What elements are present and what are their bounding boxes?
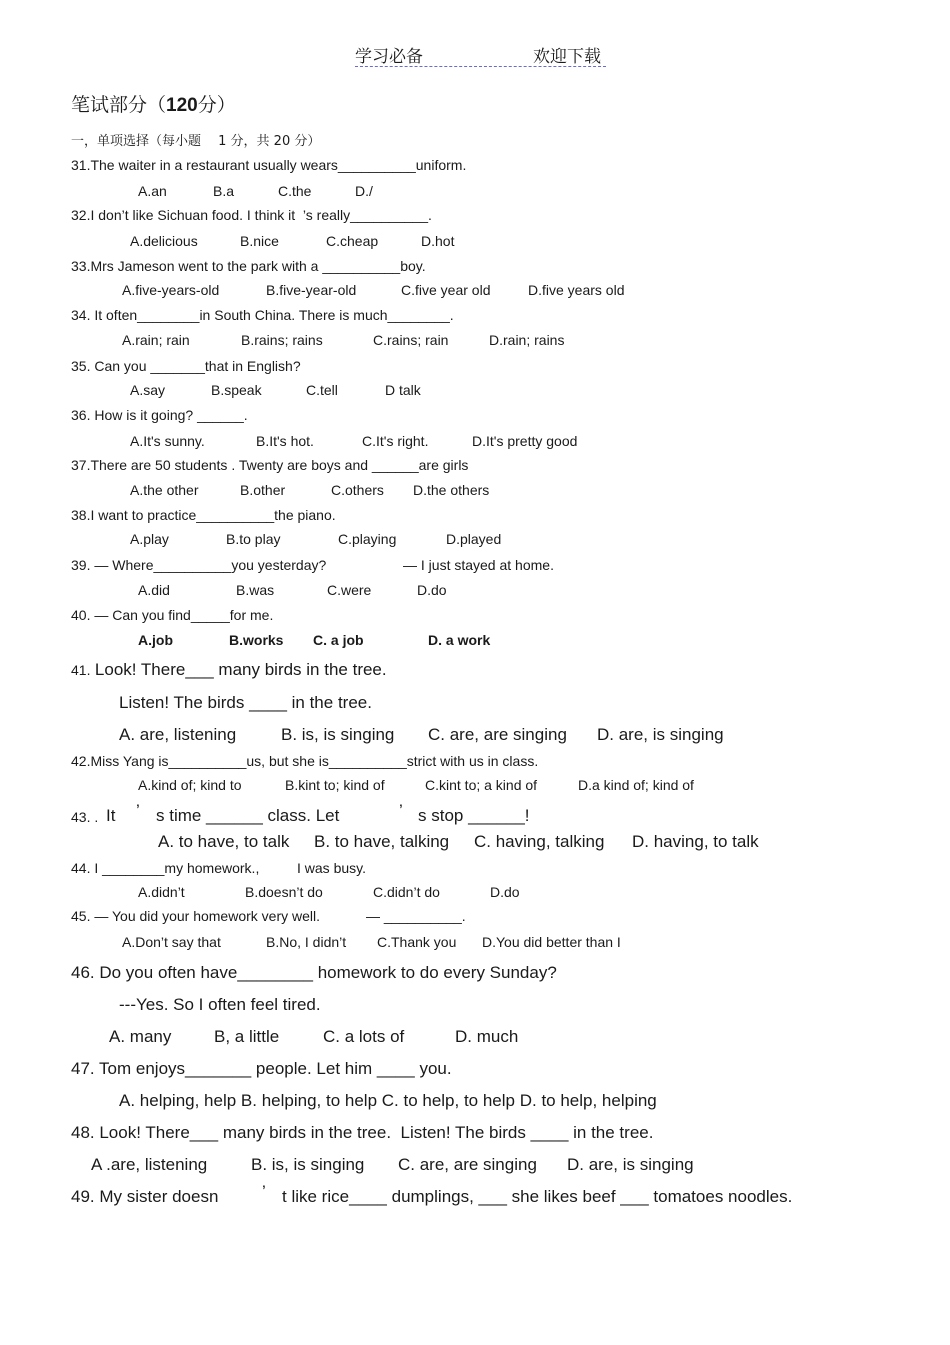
question-36-stem: 36. How is it going? ______. — [71, 407, 248, 423]
q48-option-a: A .are, listening — [91, 1155, 208, 1174]
q49-text-1: 49. My sister doesn — [71, 1187, 219, 1206]
q34-option-b: B.rains; rains — [241, 332, 323, 348]
q34-option-c: C.rains; rain — [373, 332, 449, 348]
question-44-note: I was busy. — [297, 860, 366, 876]
q48-option-c: C. are, are singing — [398, 1155, 537, 1174]
q43-option-c: C. having, talking — [474, 832, 605, 851]
q39-option-b: B.was — [236, 582, 275, 598]
q43-text-1: It — [106, 806, 116, 825]
question-45-reply: — __________. — [366, 908, 466, 924]
q43-number: 43. . — [71, 809, 99, 825]
q39-option-a: A.did — [138, 582, 170, 598]
q41-option-d: D. are, is singing — [597, 725, 724, 744]
q33-option-d: D.five years old — [528, 282, 625, 298]
section-title-prefix: 笔试部分（ — [71, 94, 167, 116]
question-33-stem: 33.Mrs Jameson went to the park with a __________boy. — [71, 258, 426, 274]
question-46-reply: ---Yes. So I often feel tired. — [119, 995, 321, 1014]
q43-text-3: s stop ______! — [418, 806, 530, 825]
q38-option-b: B.to play — [226, 531, 281, 547]
q46-option-b: B, a little — [214, 1027, 280, 1046]
instructions: 一，单项选择（每小题 1 分，共 20 分） — [71, 134, 321, 149]
q42-option-d: D.a kind of; kind of — [578, 777, 694, 793]
q40-option-a: A.job — [138, 632, 173, 648]
q45-option-b: B.No, I didn’t — [266, 934, 347, 950]
section-title — [71, 90, 236, 117]
q38-option-a: A.play — [130, 531, 169, 547]
q43-option-d: D. having, to talk — [632, 832, 759, 851]
question-32-stem: 32.I don’t like Sichuan food. I think it ’s really__________. — [71, 207, 432, 223]
q46-option-c: C. a lots of — [323, 1027, 405, 1046]
q43-option-b: B. to have, talking — [314, 832, 450, 851]
q49-text-2: t like rice____ dumplings, ___ she likes beef ___ tomatoes noodles. — [282, 1187, 793, 1206]
question-35-stem: 35. Can you _______that in English? — [71, 358, 301, 374]
q31-option-b: B.a — [213, 183, 235, 199]
page-header — [355, 40, 606, 67]
q43-apostrophe-2: ’ — [399, 801, 403, 820]
q38-option-d: D.played — [446, 531, 502, 547]
q48-option-d: D. are, is singing — [567, 1155, 694, 1174]
q45-option-a: A.Don’t say that — [122, 934, 221, 950]
q46-option-a: A. many — [109, 1027, 172, 1046]
q38-option-c: C.playing — [338, 531, 397, 547]
question-37-stem: 37.There are 50 students . Twenty are boys and ______are girls — [71, 457, 469, 473]
q43-text-2: s time ______ class. Let — [156, 806, 340, 825]
question-39-stem: 39. — Where__________you yesterday? — [71, 557, 327, 573]
q37-option-b: B.other — [240, 482, 286, 498]
q41-option-c: C. are, are singing — [428, 725, 567, 744]
section-score: 120 — [166, 95, 198, 116]
q43-apostrophe-1: ’ — [136, 801, 140, 820]
question-38-stem: 38.I want to practice__________the piano. — [71, 507, 336, 523]
question-48-stem: 48. Look! There___ many birds in the tree. Listen! The birds ____ in the tree. — [71, 1123, 654, 1142]
q36-option-a: A.It's sunny. — [130, 433, 205, 449]
q32-option-d: D.hot — [421, 233, 455, 249]
question-47-stem: 47. Tom enjoys_______ people. Let him ____ you. — [71, 1059, 452, 1078]
q33-option-b: B.five-year-old — [266, 282, 357, 298]
q42-option-b: B.kint to; kind of — [285, 777, 385, 793]
question-34-stem: 34. It often________in South China. There is much________. — [71, 307, 454, 323]
q49-apostrophe: ’ — [262, 1182, 266, 1201]
q43-option-a: A. to have, to talk — [158, 832, 290, 851]
q34-option-d: D.rain; rains — [489, 332, 565, 348]
q41-option-a: A. are, listening — [119, 725, 237, 744]
q36-option-b: B.It's hot. — [256, 433, 314, 449]
q36-option-d: D.It's pretty good — [472, 433, 578, 449]
q37-option-d: D.the others — [413, 482, 490, 498]
q32-option-b: B.nice — [240, 233, 279, 249]
q44-option-d: D.do — [490, 884, 520, 900]
q35-option-b: B.speak — [211, 382, 262, 398]
question-40-stem: 40. — Can you find_____for me. — [71, 607, 274, 623]
q44-option-b: B.doesn’t do — [245, 884, 323, 900]
q41-option-b: B. is, is singing — [281, 725, 395, 744]
section-title-suffix: 分） — [197, 94, 236, 116]
q44-option-a: A.didn’t — [138, 884, 185, 900]
q31-option-a: A.an — [138, 183, 167, 199]
q37-option-c: C.others — [331, 482, 384, 498]
header-left-text: 学习必备 — [355, 47, 423, 67]
q32-option-c: C.cheap — [326, 233, 379, 249]
q36-option-c: C.It's right. — [362, 433, 429, 449]
question-46-stem: 46. Do you often have________ homework to do every Sunday? — [71, 963, 557, 982]
q33-option-a: A.five-years-old — [122, 282, 220, 298]
q32-option-a: A.delicious — [130, 233, 198, 249]
q40-option-d: D. a work — [428, 632, 491, 648]
q41-stem-text: Look! There___ many birds in the tree. — [94, 660, 387, 679]
question-31-stem: 31.The waiter in a restaurant usually wears__________uniform. — [71, 157, 467, 173]
q37-option-a: A.the other — [130, 482, 199, 498]
q31-option-d: D./ — [355, 183, 373, 199]
q39-option-d: D.do — [417, 582, 447, 598]
q41-number: 41. — [71, 662, 91, 678]
q45-option-d: D.You did better than I — [482, 934, 621, 950]
question-44-stem: 44. I ________my homework., — [71, 860, 260, 876]
question-42-stem: 42.Miss Yang is__________us, but she is__________strict with us in class. — [71, 753, 539, 769]
q35-option-d: D talk — [385, 382, 421, 398]
q40-option-b: B.works — [229, 632, 284, 648]
q46-option-d: D. much — [455, 1027, 519, 1046]
q35-option-c: C.tell — [306, 382, 338, 398]
q42-option-c: C.kint to; a kind of — [425, 777, 538, 793]
question-41-stem — [71, 660, 387, 680]
header-right-text: 欢迎下载 — [533, 47, 601, 67]
q34-option-a: A.rain; rain — [122, 332, 190, 348]
q35-option-a: A.say — [130, 382, 166, 398]
question-39-reply: — I just stayed at home. — [403, 557, 554, 573]
q45-option-c: C.Thank you — [377, 934, 457, 950]
q44-option-c: C.didn’t do — [373, 884, 440, 900]
q33-option-c: C.five year old — [401, 282, 491, 298]
q31-option-c: C.the — [278, 183, 312, 199]
q47-options: A. helping, help B. helping, to help C. to help, to help D. to help, helping — [119, 1091, 657, 1110]
question-45-stem: 45. — You did your homework very well. — [71, 908, 321, 924]
question-41-stem-2: Listen! The birds ____ in the tree. — [119, 693, 372, 712]
q40-option-c: C. a job — [313, 632, 364, 648]
q39-option-c: C.were — [327, 582, 372, 598]
q42-option-a: A.kind of; kind to — [138, 777, 242, 793]
q48-option-b: B. is, is singing — [251, 1155, 365, 1174]
